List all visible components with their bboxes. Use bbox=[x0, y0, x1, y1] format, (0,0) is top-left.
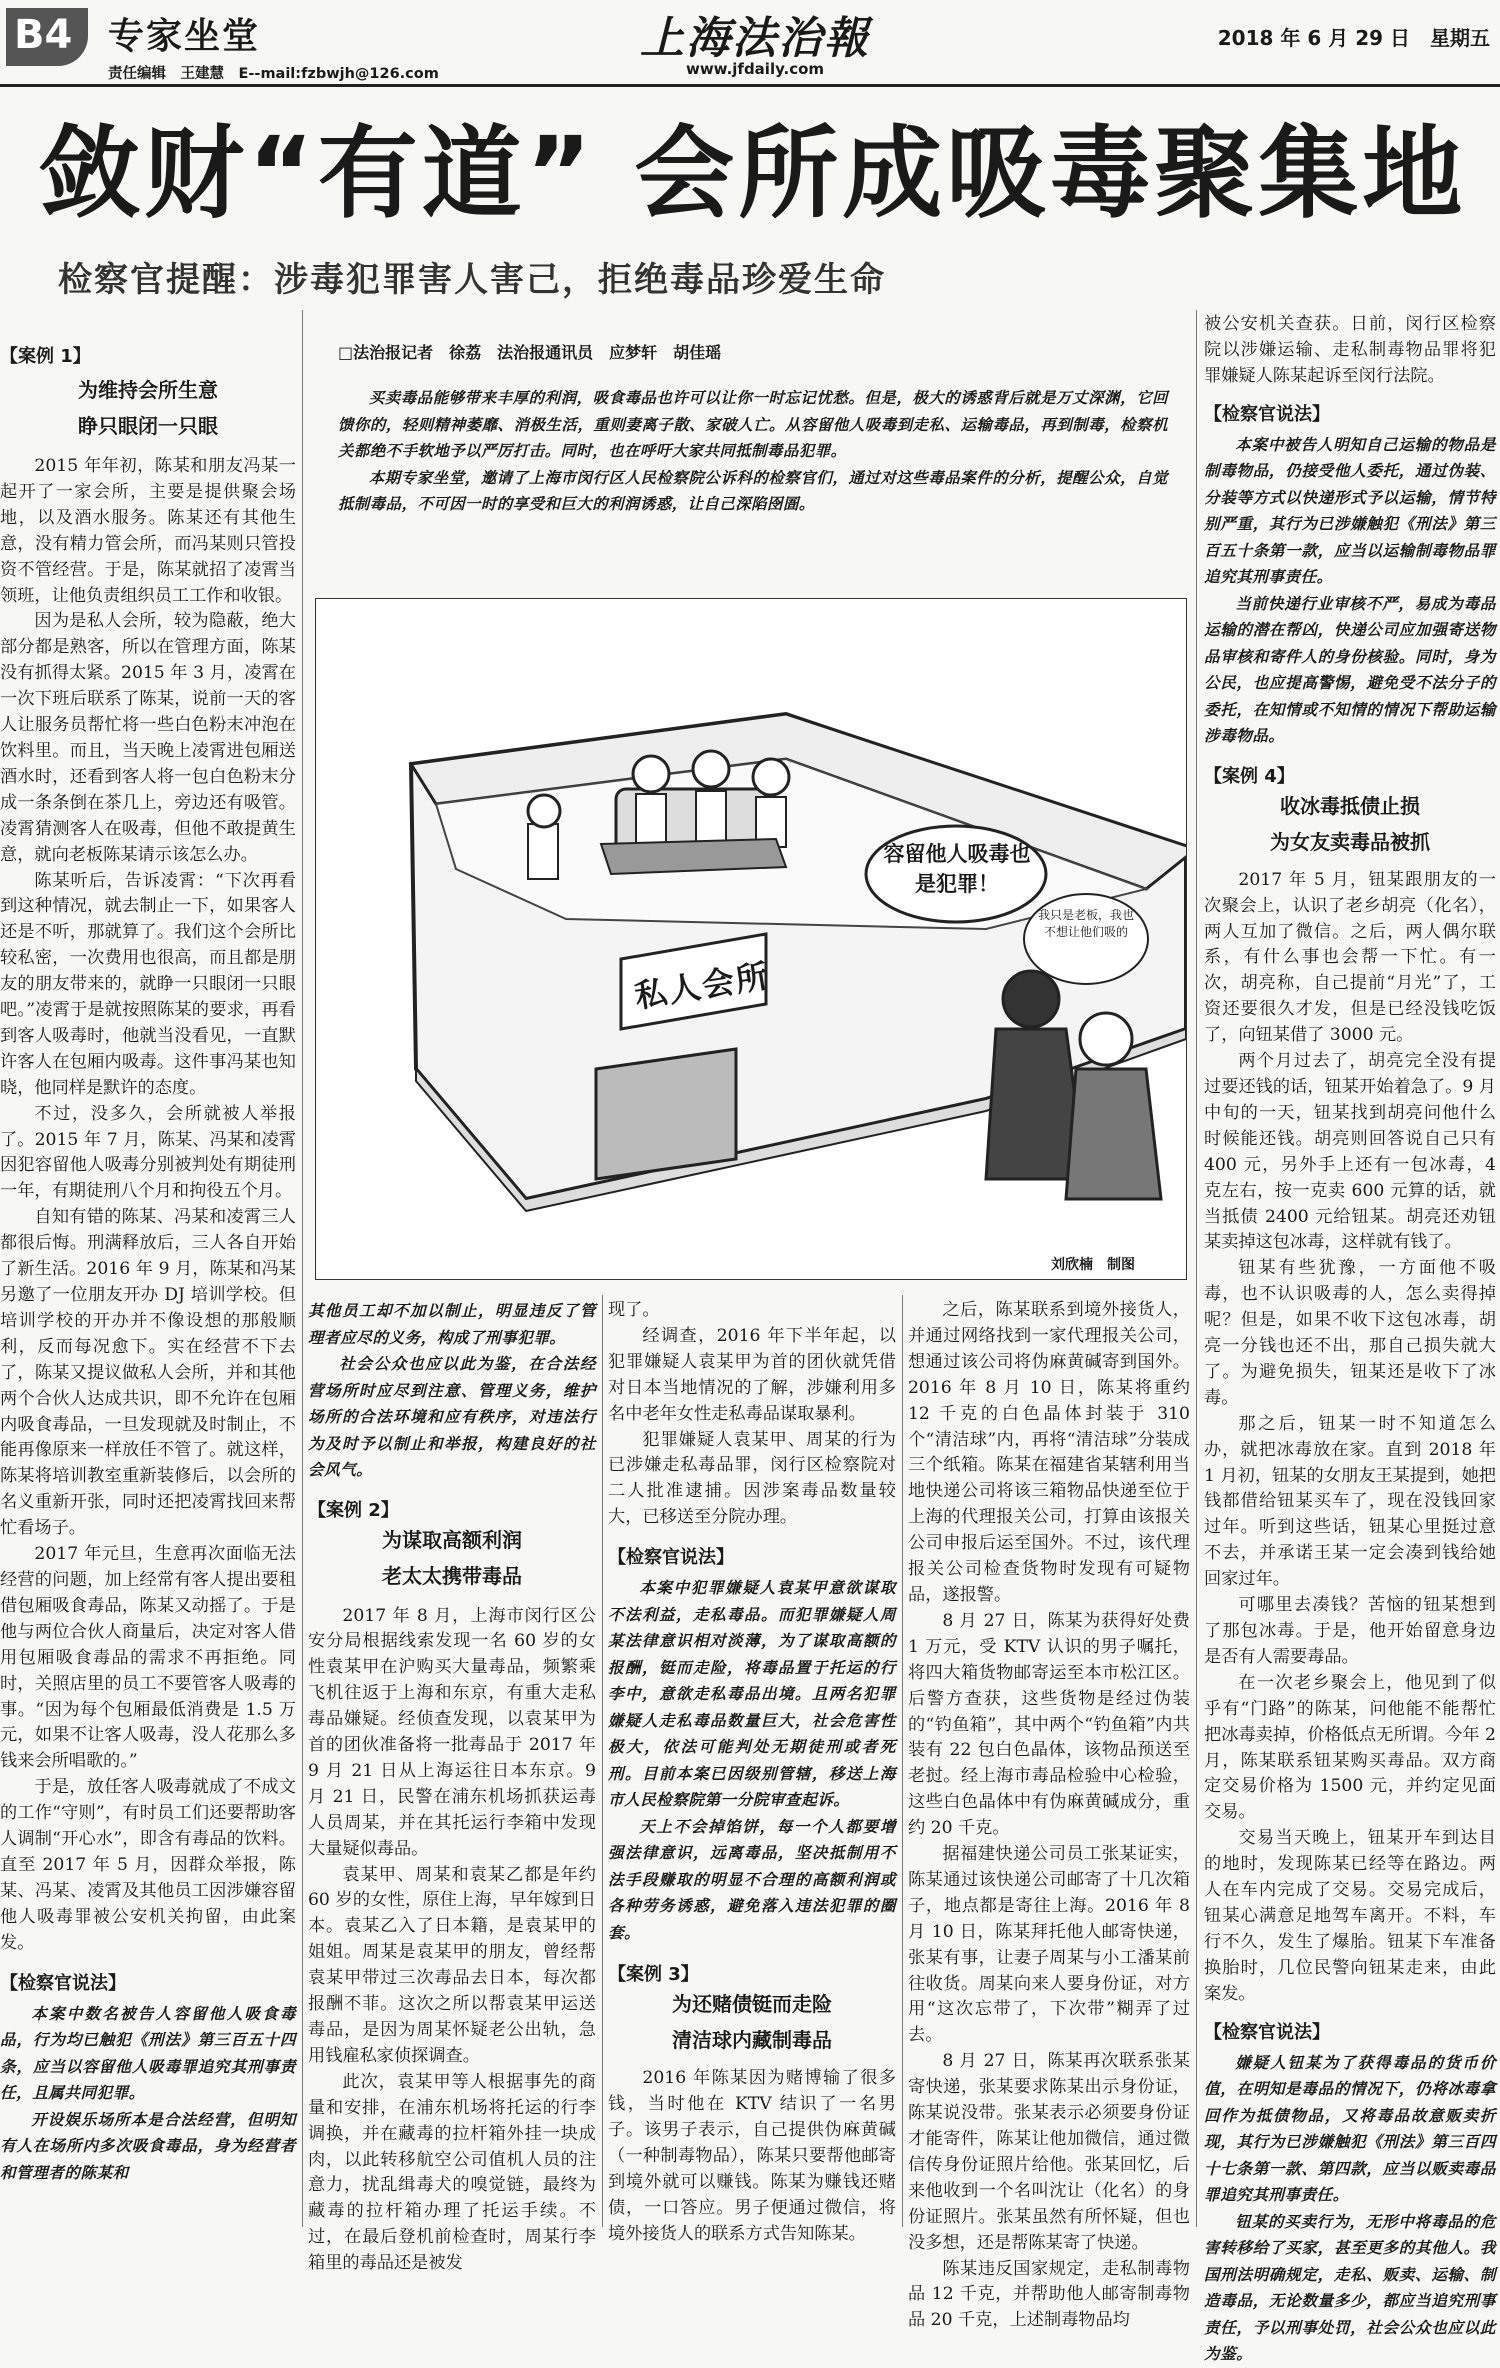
paragraph: 嫌疑人钮某为了获得毒品的货币价值，在明知是毒品的情况下，仍将冰毒拿回作为抵债物品，又将毒品故意贩卖折现，其行为已涉嫌触犯《刑法》第三百四十七条第一款、第四款，应当以贩卖毒品罪追究其刑事责任。 bbox=[1204, 2053, 1496, 2205]
paragraph: 2016 年陈某因为赌博输了很多钱，当时他在 KTV 结识了一名男子。该男子表示，自己提供伪麻黄碱（一种制毒物品），陈某只要帮他邮寄到境外就可以赚钱。陈某为赚钱还赌债，一口答应。男子便通过微信，将境外接货人的联系方式告知陈某。 bbox=[608, 2068, 896, 2244]
paragraph: 袁某甲、周某和袁某乙都是年约 60 岁的女性，原住上海，早年嫁到日本。袁某乙入了日本籍，是袁某甲的姐姐。周某是袁某甲的朋友，曾经帮袁某甲带过三次毒品去日本，每次都报酬不菲。这次之所以帮袁某甲运送毒品，是因为周某怀疑老公出轨，急用钱雇私家侦探调查。 bbox=[308, 1864, 596, 2066]
article-text bbox=[608, 1298, 896, 1531]
paragraph: 现了。 bbox=[608, 1300, 660, 1320]
paragraph: 本案中数名被告人容留他人吸食毒品，行为均已触犯《刑法》第三百五十四条，应当以容留他人吸毒罪追究其刑事责任，且属共同犯罪。 bbox=[0, 2004, 296, 2103]
paragraph: 钮某的买卖行为，无形中将毒品的危害转移给了买家，甚至更多的其他人。我国刑法明确规定，走私、贩卖、运输、制造毒品，无论数量多少，都应当追究刑事责任，予以刑事处罚，社会公众也应以此为鉴。 bbox=[1204, 2212, 1496, 2364]
comment-label: 【检察官说法】 bbox=[0, 1972, 126, 1994]
paragraph: 8 月 27 日，陈某为获得好处费 1 万元，受 KTV 认识的男子嘱托，将四大箱货物邮寄运至本市松江区。后警方查获，这些货物是经过伪装的“钓鱼箱”，其中两个“钓鱼箱”内共装有 22 包白色晶体，该物品预送至老挝。经上海市毒品检验中心检验，这些白色晶体中有伪麻黄碱成分，重约 20 千克。 bbox=[908, 1610, 1190, 1839]
byline: □法治报记者 徐荔 法治报通讯员 应梦轩 胡佳瑶 bbox=[338, 343, 722, 362]
paragraph: 2017 年元旦，生意再次面临无法经营的问题，加上经常有客人提出要租借包厢吸食毒品，陈某又动摇了。于是他与两位合伙人商量后，决定对客人借用包厢吸食毒品的需求不再拒绝。同时，关照店里的员工不要管客人吸毒的事。“因为每个包厢最低消费是 1.5 万元，如果不让客人吸毒，没人花那么多钱来会所唱歌的。” bbox=[0, 1544, 296, 1772]
editor-line: 责任编辑 王建慧 E--mail:fzbwjh@126.com bbox=[108, 66, 439, 82]
paragraph: 据福建快递公司员工张某证实，陈某通过该快递公司邮寄了十几次箱子，地点都是寄往上海。2016 年 8 月 10 日，陈某拜托他人邮寄快递，张某有事，让妻子周某与小工潘某前往收货。周某向来人要身份证，对方用“这次忘带了，下次带”糊弄了过去。 bbox=[908, 1844, 1190, 2046]
column-3 bbox=[608, 1298, 896, 2248]
paragraph: 8 月 27 日，陈某再次联系张某寄快递，张某要求陈某出示身份证，陈某说没带。张某表示必须要身份证才能寄件，陈某让他加微信，通过微信传身份证照片给他。张某回忆，后来他收到一个名叫沈让（化名）的身份证照片。张某虽然有所怀疑，但也没多想，还是帮陈某寄了快递。 bbox=[908, 2051, 1190, 2253]
article-text bbox=[608, 2066, 896, 2247]
col-rule bbox=[1196, 310, 1197, 2227]
column-5 bbox=[1204, 312, 1496, 2368]
case-title: 为谋取高额利润 bbox=[382, 1527, 522, 1552]
comment-text bbox=[608, 1575, 896, 1946]
intro-paragraph: 本期专家坐堂，邀请了上海市闵行区人民检察院公诉科的检察官们，通过对这些毒品案件的分析，提醒公众，自觉抵制毒品，不可因一时的享受和巨大的利润诱惑，让自己深陷囹圄。 bbox=[338, 468, 1168, 513]
case-title: 为还赌债铤而走险 bbox=[672, 1992, 832, 2017]
paragraph: 被公安机关查获。日前，闵行区检察院以涉嫌运输、走私制毒物品罪将犯罪嫌疑人陈某起诉至闵行法院。 bbox=[1204, 314, 1496, 386]
subheadline: 检察官提醒：涉毒犯罪害人害己，拒绝毒品珍爱生命 bbox=[58, 260, 886, 300]
paragraph: 钮某有些犹豫，一方面他不吸毒，也不认识吸毒的人，怎么卖得掉呢？但是，如果不收下这包冰毒，胡亮一分钱也还不出，那自己损失就大了。为避免损失，钮某还是收下了冰毒。 bbox=[1204, 1258, 1496, 1408]
paragraph: 因为是私人会所，较为隐蔽，绝大部分都是熟客，所以在管理方面，陈某没有抓得太紧。2015 年 3 月，凌霄在一次下班后联系了陈某，说前一天的客人让服务员帮忙将一些白色粉末冲泡在饮料里。而且，当天晚上凌霄进包厢送酒水时，还看到客人将一包白色粉末分成一条条倒在茶几上，旁边还有吸管。凌霄猜测客人在吸毒，但他不敢提黄生意，就向老板陈某请示该怎么办。 bbox=[0, 611, 296, 865]
cartoon-illustration bbox=[315, 598, 1187, 1280]
comment-label: 【检察官说法】 bbox=[1204, 2021, 1330, 2043]
paragraph: 2015 年年初，陈某和朋友冯某一起开了一家会所，主要是提供聚会场地，以及酒水服务。陈某还有其他生意，没有精力管会所，而冯某则只管投资不管经营。于是，陈某就招了凌霄当领班，让他负责组织员工工作和收银。 bbox=[0, 456, 296, 606]
paragraph: 其他员工却不加以制止，明显违反了管理者应尽的义务，构成了刑事犯罪。 bbox=[308, 1302, 596, 1347]
intro-text bbox=[338, 385, 1168, 518]
case-title: 睁只眼闭一只眼 bbox=[78, 414, 218, 438]
page-label: B4 bbox=[14, 12, 73, 58]
case-title: 老太太携带毒品 bbox=[382, 1563, 522, 1588]
headline: 敛财“有道” 会所成吸毒聚集地 bbox=[40, 115, 1467, 232]
paragraph: 陈某听后，告诉凌霄：“下次再看到这种情况，就去制止一下，如果客人还是不听，那就算了。我们这个会所比较私密，一次费用也很高，而且都是朋友的朋友带来的，就睁一只眼闭一只眼吧。”凌霄于是就按照陈某的要求，再看到客人吸毒时，他就当没看见，一直默许客人在包厢内吸毒。这件事冯某也知晓，他同样是默许的态度。 bbox=[0, 870, 296, 1098]
case-label: 【案例 1】 bbox=[0, 346, 91, 367]
case-title: 为维持会所生意 bbox=[78, 378, 218, 402]
article-text bbox=[908, 1298, 1190, 2334]
paragraph: 不过，没多久，会所就被人举报了。2015 年 7 月，陈某、冯某和凌霄因犯容留他人吸毒分别被判处有期徒刑一年，有期徒刑八个月和拘役五个月。 bbox=[0, 1103, 296, 1202]
case-label: 【案例 2】 bbox=[308, 1499, 399, 1521]
comment-text bbox=[1204, 2050, 1496, 2368]
column-1 bbox=[0, 342, 296, 2186]
comment-label: 【检察官说法】 bbox=[608, 1547, 734, 1569]
comment-text bbox=[0, 2001, 296, 2187]
cartoon-credit: 刘欣楠 制图 bbox=[1051, 1257, 1135, 1273]
case-title: 清洁球内藏制毒品 bbox=[672, 2028, 832, 2053]
paragraph: 2017 年 8 月，上海市闵行区公安分局根据线索发现一名 60 岁的女性袁某甲在沪购买大量毒品，频繁乘飞机往返于上海和东京，有重大走私毒品嫌疑。经侦查发现，以袁某甲为首的团伙准备将一批毒品于 2017 年 9 月 21 日从上海运往日本东京。9 月 21 日，民警在浦东机场抓获运毒人员周某，并在其托运行李箱中发现大量疑似毒品。 bbox=[308, 1605, 596, 1859]
paragraph: 本案中被告人明知自己运输的物品是制毒物品，仍接受他人委托，通过伪装、分装等方式以快递形式予以运输，情节特别严重，其行为已涉嫌触犯《刑法》第三百五十条第一款，应当以运输制毒物品罪追究其刑事责任。 bbox=[1204, 435, 1496, 587]
article-text bbox=[1204, 868, 1496, 2008]
paragraph: 此次，袁某甲等人根据事先的商量和安排，在浦东机场将托运的行李调换，并在藏毒的拉杆箱外挂一块成肉，以此转移航空公司值机人员的注意力，扰乱缉毒犬的嗅觉链，最终为藏毒的拉杆箱办理了托运手续。不过，在最后登机前检查时，周某行李箱里的毒品还是被发 bbox=[308, 2071, 596, 2274]
article-text bbox=[1204, 312, 1496, 390]
masthead-rule bbox=[0, 84, 1500, 87]
case-title: 收冰毒抵债止损 bbox=[1280, 793, 1420, 818]
speech-bubble-main: 容留他人吸毒也是犯罪！ bbox=[883, 842, 1031, 896]
case-title: 为女友卖毒品被抓 bbox=[1270, 829, 1430, 854]
article-text bbox=[0, 454, 296, 1957]
paragraph: 于是，放任客人吸毒就成了不成文的工作“守则”，有时员工们还要帮助客人调制“开心水”，即含有毒品的饮料。直至 2017 年 5 月，因群众举报，陈某、冯某、凌霄及其他员工因涉嫌容留他人吸毒罪被公安机关拘留，由此案发。 bbox=[0, 1777, 296, 1953]
paragraph: 经调查，2016 年下半年起，以犯罪嫌疑人袁某甲为首的团伙就凭借对日本当地情况的了解，涉嫌利用多名中老年女性走私毒品谋取暴利。 bbox=[608, 1325, 896, 1424]
comment-label: 【检察官说法】 bbox=[1204, 403, 1330, 425]
col-rule bbox=[302, 310, 303, 2227]
site-url: www.jfdaily.com bbox=[685, 60, 825, 78]
paragraph: 两个月过去了，胡亮完全没有提过要还钱的话，钮某开始着急了。9 月中旬的一天，钮某找到胡亮问他什么时候能还钱。胡亮则回答说自己只有 400 元，另外手上还有一包冰毒，4 克左右，按一克卖 600 元算的话，就当抵债 2400 元给钮某。胡亮还劝钮某卖掉这包冰毒，这样就有钱了。 bbox=[1204, 1051, 1496, 1253]
intro-paragraph: 买卖毒品能够带来丰厚的利润，吸食毒品也许可以让你一时忘记忧愁。但是，极大的诱惑背后就是万丈深渊，它回馈你的，轻则精神萎靡、消极生活，重则妻离子散、家破人亡。从容留他人吸毒到走私、运输毒品，再到制毒，检察机关都绝不手软地予以严厉打击。同时，也在呼吁大家共同抵制毒品犯罪。 bbox=[338, 389, 1168, 460]
paragraph: 开设娱乐场所本是合法经营，但明知有人在场所内多次吸食毒品，身为经营者和管理者的陈某和 bbox=[0, 2110, 296, 2182]
column-4 bbox=[908, 1298, 1190, 2334]
paragraph: 可哪里去凑钱？苦恼的钮某想到了那包冰毒。于是，他开始留意身边是否有人需要毒品。 bbox=[1204, 1595, 1496, 1667]
paragraph: 社会公众也应以此为鉴，在合法经营场所时应尽到注意、管理义务，维护场所的合法环境和应有秩序，对违法行为及时予以制止和举报，构建良好的社会风气。 bbox=[308, 1355, 596, 1479]
paragraph: 那之后，钮某一时不知道怎么办，就把冰毒放在家。直到 2018 年 1 月初，钮某的女朋友王某提到，她把钱都借给钮某买车了，现在没钱回家过年。听到这些话，钮某心里挺过意不去，并承诺王某一定会凑到钱给她回家过年。 bbox=[1204, 1413, 1496, 1590]
masthead bbox=[0, 0, 1500, 86]
paragraph: 陈某违反国家规定，走私制毒物品 12 千克，并帮助他人邮寄制毒物品 20 千克，上述制毒物品均 bbox=[908, 2258, 1190, 2331]
case-label: 【案例 3】 bbox=[608, 1964, 699, 1986]
paragraph: 之后，陈某联系到境外接货人，并通过网络找到一家代理报关公司，想通过该公司将伪麻黄碱寄到国外。2016 年 8 月 10 日，陈某将重约 12 千克的白色晶体封装于 310 个“清洁球”内，再将“清洁球”分装成三个纸箱。陈某在福建省某辖利用当地快递公司将该三箱物品快递至位于上海的代理报关公司，打算由该报关公司申报后运至国外。不过，该代理报关公司检查货物时发现有可疑物品，遂报警。 bbox=[908, 1300, 1190, 1605]
case-label: 【案例 4】 bbox=[1204, 765, 1295, 787]
paper-name-logo: 上海法治報 bbox=[640, 13, 870, 64]
paragraph: 天上不会掉馅饼，每一个人都要增强法律意识，远离毒品，坚决抵制用不法手段赚取的明显不合理的高额利润或各种劳务诱惑，避免落入违法犯罪的圈套。 bbox=[608, 1817, 896, 1942]
issue-date: 2018 年 6 月 29 日 星期五 bbox=[1217, 26, 1490, 50]
paragraph: 2017 年 5 月，钮某跟朋友的一次聚会上，认识了老乡胡亮（化名），两人互加了微信。之后，两人偶尔联系，有什么事也会帮一下忙。有一次，胡亮称，自己提前“月光”了，工资还要很久才发，但是已经没钱吃饭了，向钮某借了 3000 元。 bbox=[1204, 869, 1496, 1046]
col-rule bbox=[602, 1295, 603, 2227]
paragraph: 交易当天晚上，钮某开车到达目的地时，发现陈某已经等在路边。两人在车内完成了交易。交易完成后，钮某心满意足地驾车离开。不料，车行不久，发生了爆胎。钮某下车准备换胎时，几位民警向钮某走来，由此案发。 bbox=[1204, 1828, 1496, 2004]
paragraph: 自知有错的陈某、冯某和凌霄三人都很后悔。刑满释放后，三人各自开始了新生活。2016 年 9 月，陈某和冯某另邀了一位朋友开办 DJ 培训学校。但培训学校的开办并不像设想的那般顺利，反而每况愈下。实在经营不下去了，陈某又提议做私人会所，并和其他两个合伙人达成共识，即不允许在包厢内吸食毒品，一旦发现就及时制止，不能再像原来一样放任不管了。就这样，陈某将培训教室重新装修后，以会所的名义重新开张，同时还把凌霄找回来帮忙看场子。 bbox=[0, 1207, 296, 1539]
paragraph: 本案中犯罪嫌疑人袁某甲意欲谋取不法利益，走私毒品。而犯罪嫌疑人周某法律意识相对淡薄，为了谋取高额的报酬，铤而走险，将毒品置于托运的行李中，意欲走私毒品出境。且两名犯罪嫌疑人走私毒品数量巨大，社会危害性极大，依法可能判处无期徒刑或者死刑。目前本案已因级别管辖，移送上海市人民检察院第一分院审查起诉。 bbox=[608, 1579, 896, 1810]
speech-bubble-owner: 我只是老板，我也不想让他们吸的 bbox=[1037, 908, 1134, 939]
comment-text bbox=[308, 1298, 596, 1484]
column-2 bbox=[308, 1298, 596, 2277]
paragraph: 当前快递行业审核不严，易成为毒品运输的潜在帮凶，快递公司应加强寄送物品审核和寄件人的身份核验。同时，身为公民，也应提高警惕，避免受不法分子的委托，在知情或不知情的情况下帮助运输涉毒物品。 bbox=[1204, 594, 1496, 746]
club-sign: 私人会所 bbox=[632, 956, 773, 1016]
paragraph: 犯罪嫌疑人袁某甲、周某的行为已涉嫌走私毒品罪，闵行区检察院对二人批准逮捕。因涉案毒品数量较大，已移送至分院办理。 bbox=[608, 1429, 896, 1528]
section-title: 专家坐堂 bbox=[108, 16, 261, 57]
comment-text bbox=[1204, 432, 1496, 750]
col-rule bbox=[902, 1295, 903, 2227]
article-text bbox=[308, 1604, 596, 2278]
paragraph: 在一次老乡聚会上，他见到了似乎有“门路”的陈某，问他能不能帮忙把冰毒卖掉，价格低点无所谓。今年 2 月，陈某联系钮某购买毒品。双方商定交易价格为 1500 元，并约定见面交易。 bbox=[1204, 1672, 1496, 1823]
